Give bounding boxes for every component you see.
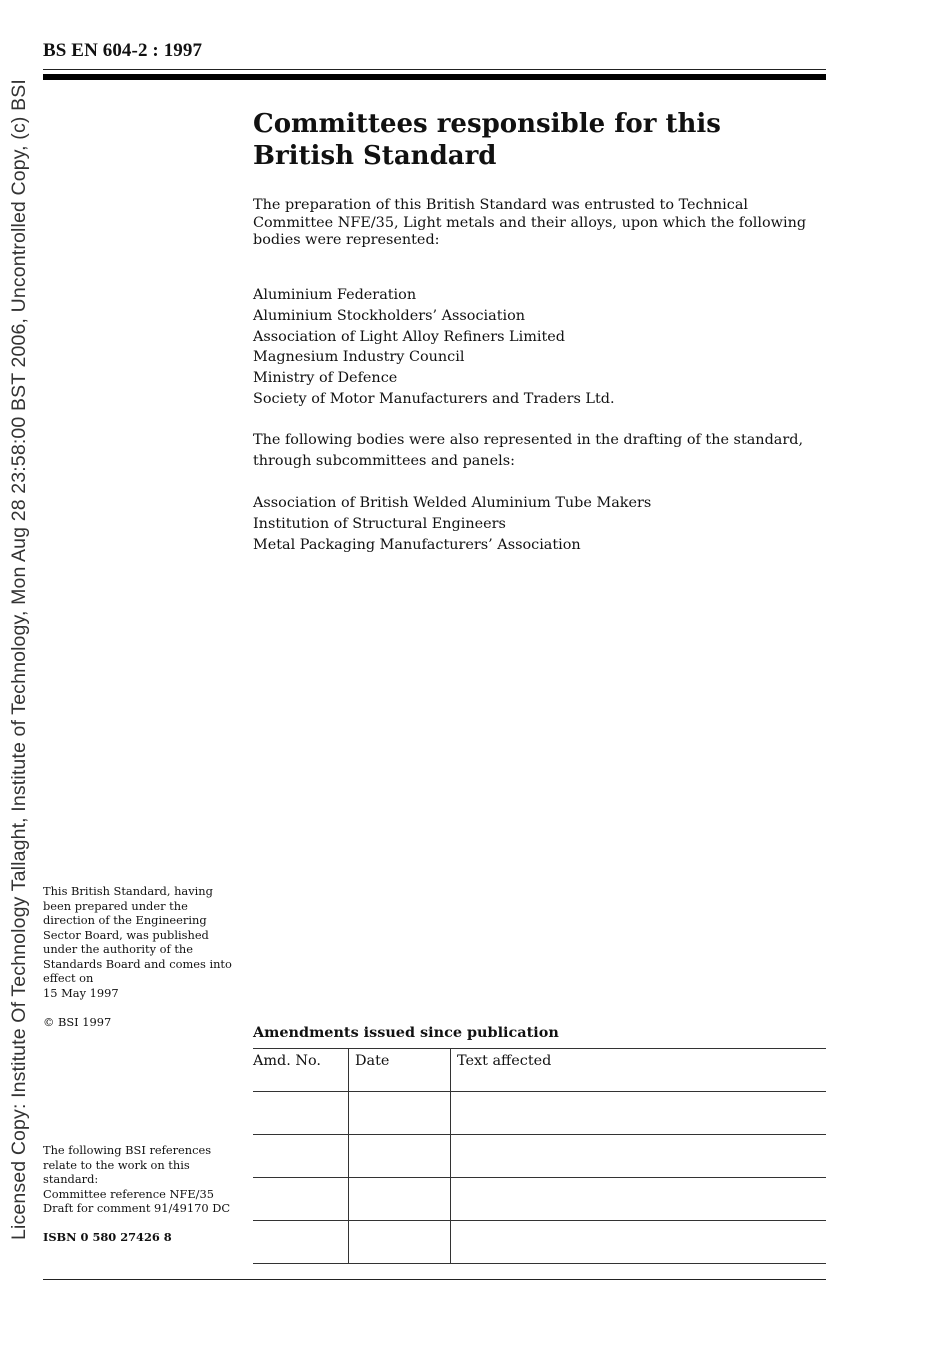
table-row — [253, 1178, 826, 1221]
list-item: Aluminium Federation — [253, 287, 417, 303]
table-header-row — [253, 1049, 826, 1092]
copyright-notice: © BSI 1997 — [43, 1015, 112, 1029]
list-item: Metal Packaging Manufacturers’ Association — [253, 536, 581, 553]
amendments-table — [253, 1048, 826, 1264]
table-cell — [349, 1221, 451, 1264]
list-item: Magnesium Industry Council — [253, 349, 465, 366]
table-cell — [349, 1092, 451, 1135]
bsi-references — [43, 1143, 233, 1216]
amendments-title: Amendments issued since publication — [253, 1024, 559, 1041]
table-cell — [451, 1221, 827, 1264]
list-item: Association of British Welded Aluminium Tube Makers — [253, 495, 652, 511]
table-cell — [451, 1178, 827, 1221]
table-cell — [349, 1135, 451, 1178]
footer-rule — [43, 1279, 826, 1280]
page-title-line-2: British Standard — [253, 141, 497, 171]
page-title-line-1: Committees responsible for this — [253, 109, 721, 139]
table-cell — [253, 1135, 349, 1178]
list-item: Aluminium Stockholders’ Association — [253, 307, 526, 324]
table-cell — [253, 1221, 349, 1264]
publication-note — [43, 884, 233, 1000]
committee-bodies-list — [253, 285, 833, 410]
table-row — [253, 1135, 826, 1178]
intro-paragraph: The preparation of this British Standard was entrusted to Technical Committee NFE/35, Light metals and their alloys, upon which the following bodies were represented: — [253, 197, 807, 248]
references-intro: The following BSI references relate to the work on this standard: — [43, 1143, 212, 1186]
list-item: Association of Light Alloy Refiners Limited — [253, 328, 565, 345]
page-title — [253, 108, 813, 172]
column-header-amd-no: Amd. No. — [253, 1049, 349, 1092]
list-item: Ministry of Defence — [253, 370, 398, 387]
publication-note-text: This British Standard, having been prepared under the direction of the Engineering Sector Board, was published under the authority of the Standards Board and comes into effect on — [43, 884, 232, 985]
effective-date: 15 May 1997 — [43, 985, 119, 1000]
document-reference: BS EN 604-2 : 1997 — [43, 40, 203, 61]
isbn: ISBN 0 580 27426 8 — [43, 1230, 172, 1244]
draft-reference: Draft for comment 91/49170 DC — [43, 1201, 231, 1215]
table-row — [253, 1221, 826, 1264]
column-header-text-affected: Text affected — [451, 1049, 827, 1092]
subcommittee-bodies-list — [253, 493, 833, 555]
table-cell — [349, 1178, 451, 1221]
also-represented-paragraph: The following bodies were also represented in the drafting of the standard, through subcommittees and panels: — [253, 432, 804, 469]
header-rule-thick — [43, 74, 826, 80]
license-watermark: Licensed Copy: Institute Of Technology Tallaght, Institute of Technology, Mon Aug 28 23:58:00 BST 2006, Uncontrolled Copy, (c) BSI — [8, 79, 30, 1240]
list-item: Society of Motor Manufacturers and Traders Ltd. — [253, 390, 615, 407]
header-rule-thin — [43, 69, 826, 70]
table-cell — [451, 1135, 827, 1178]
table-cell — [253, 1092, 349, 1135]
table-cell — [451, 1092, 827, 1135]
list-item: Institution of Structural Engineers — [253, 515, 506, 532]
table-cell — [253, 1178, 349, 1221]
committee-reference: Committee reference NFE/35 — [43, 1186, 214, 1201]
column-header-date: Date — [349, 1049, 451, 1092]
table-row — [253, 1092, 826, 1135]
